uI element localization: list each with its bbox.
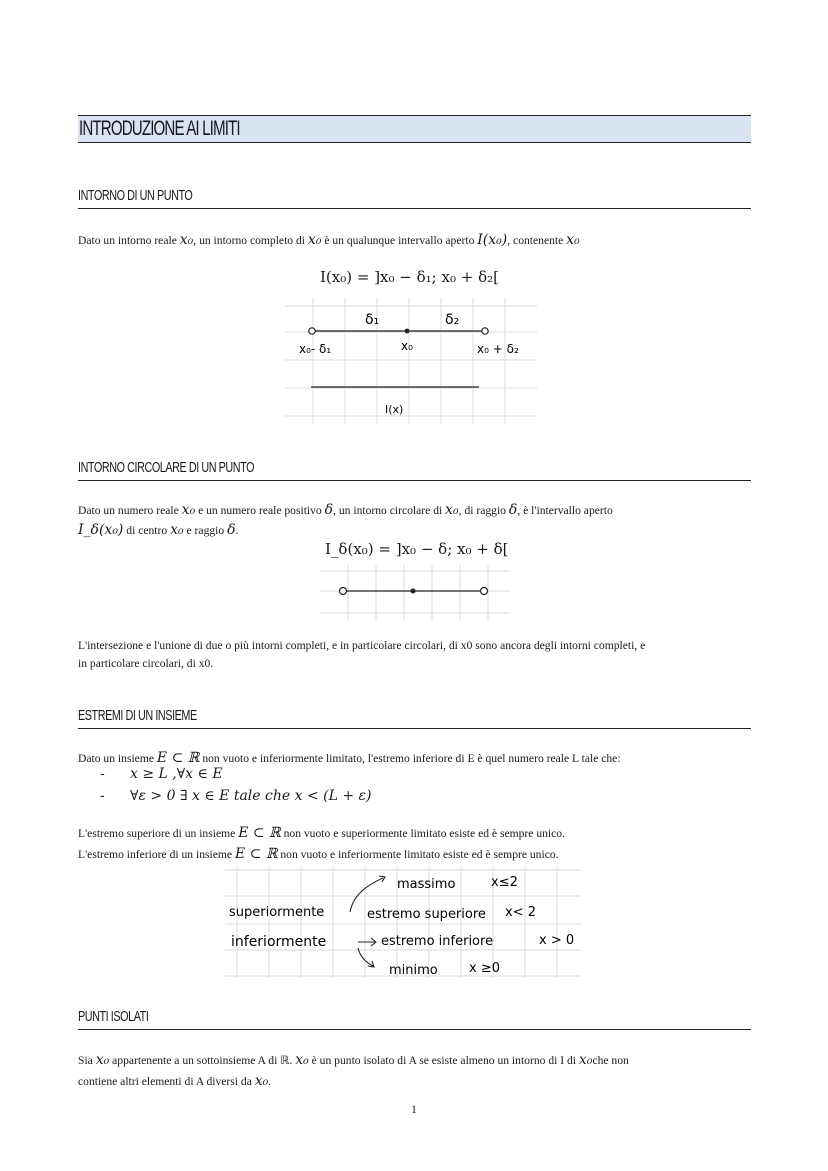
label-superiormente: superiormente [229, 905, 325, 920]
interval-name-label: I(x) [385, 403, 404, 416]
paragraph-isolati-2: contiene altri elementi di A diversi da x₀. [78, 1073, 272, 1089]
label-x-le-2: x≤2 [491, 875, 518, 890]
left-end-label: x₀- δ₁ [299, 342, 332, 356]
intorno-sketch [285, 298, 540, 426]
formula-intorno: I(x₀) = ]x₀ − δ₁; x₀ + δ₂[ [320, 268, 499, 286]
paragraph-estremo-inferiore: L'estremo inferiore di un insieme E ⊂ ℝ non vuoto e inferiormente limitato esiste ed è sempre unico. [78, 846, 559, 862]
center-point [405, 329, 410, 334]
section-heading-circolare: INTORNO CIRCOLARE DI UN PUNTO [78, 458, 751, 481]
paragraph-isolati-1: Sia x₀ appartenente a un sottoinsieme A di ℝ. x₀ è un punto isolato di A se esiste almeno un intorno di I di x₀che non [78, 1052, 629, 1068]
circular-center-point [411, 589, 416, 594]
label-inferiormente: inferiormente [231, 934, 327, 950]
circolare-sketch [320, 565, 510, 623]
paragraph-estremi: Dato un insieme E ⊂ ℝ non vuoto e inferiormente limitato, l'estremo inferiore di E è quel numero reale L tale che: [78, 750, 621, 766]
label-massimo: massimo [397, 877, 456, 892]
delta1-label: δ₁ [365, 312, 380, 328]
section-heading-isolati: PUNTI ISOLATI [78, 1007, 751, 1030]
section-heading-intorno: INTORNO DI UN PUNTO [78, 186, 751, 209]
bullet-2: - ∀ε > 0 ∃ x ∈ E tale che x < (L + ε) [100, 788, 372, 804]
circular-open-right [481, 588, 488, 595]
paragraph-circolare-1: Dato un numero reale x₀ e un numero reale positivo δ, un intorno circolare di x₀, di raggio δ, è l'intervallo aperto [78, 502, 613, 518]
label-x-ge-0: x ≥0 [469, 961, 500, 976]
note-intersezione-2: in particolare circolari, di x0. [78, 657, 214, 670]
estremi-sketch [225, 866, 583, 980]
label-estremo-superiore: estremo superiore [367, 907, 486, 922]
center-label: x₀ [401, 339, 413, 353]
delta2-label: δ₂ [445, 312, 460, 328]
open-endpoint-left [309, 328, 315, 334]
circular-open-left [340, 588, 347, 595]
bullet-1: - x ≥ L ,∀x ∈ E [100, 766, 223, 782]
label-x-gt-0: x > 0 [539, 933, 575, 948]
page-number: 1 [411, 1102, 417, 1116]
section-heading-estremi: ESTREMI DI UN INSIEME [78, 706, 751, 729]
label-x-lt-2: x< 2 [505, 905, 536, 920]
paragraph-intorno: Dato un intorno reale x₀, un intorno completo di x₀ è un qualunque intervallo aperto I(x₀), contenente x₀ [78, 232, 580, 248]
note-intersezione-1: L'intersezione e l'unione di due o più intorni completi, e in particolare circolari, di x0 sono ancora degli intorni completi, e [78, 639, 646, 652]
open-endpoint-right [482, 328, 488, 334]
right-end-label: x₀ + δ₂ [477, 342, 519, 356]
label-estremo-inferiore: estremo inferiore [381, 934, 494, 949]
page-title: INTRODUZIONE AI LIMITI [78, 115, 751, 143]
label-minimo: minimo [389, 963, 438, 978]
formula-circolare: I_δ(x₀) = ]x₀ − δ; x₀ + δ[ [325, 540, 509, 558]
paragraph-estremo-superiore: L'estremo superiore di un insieme E ⊂ ℝ non vuoto e superiormente limitato esiste ed è sempre unico. [78, 825, 565, 841]
paragraph-circolare-2: I_δ(x₀) di centro x₀ e raggio δ. [78, 522, 239, 538]
